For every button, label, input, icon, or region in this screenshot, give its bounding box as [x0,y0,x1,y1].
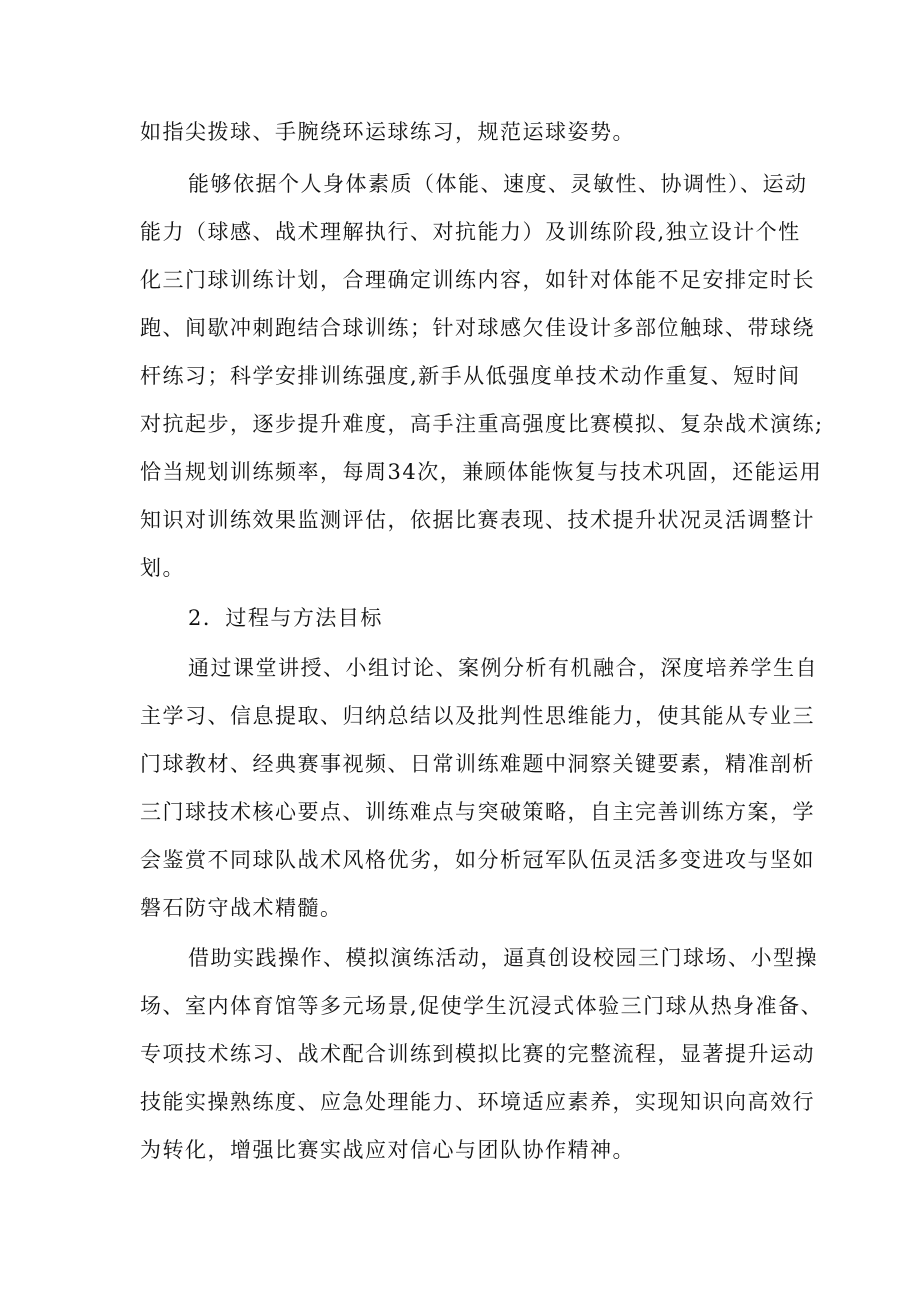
text-line: 三门球技术核心要点、训练难点与突破策略，自主完善训练方案，学 [140,800,815,824]
text-line: 主学习、信息提取、归纳总结以及批判性思维能力，使其能从专业三 [140,704,815,728]
text-line: 通过课堂讲授、小组讨论、案例分析有机融合，深度培养学生自 [188,656,818,680]
text-line: 能力（球感、战术理解执行、对抗能力）及训练阶段,独立设计个性 [140,220,801,244]
text-line: 恰当规划训练频率，每周34次，兼顾体能恢复与技术巩固，还能运用 [140,460,823,484]
text-line: 划。 [140,556,185,580]
text-line: 为转化，增强比赛实战应对信心与团队协作精神。 [140,1138,635,1162]
text-line: 场、室内体育馆等多元场景,促使学生沉浸式体验三门球从热身准备、 [140,994,824,1018]
section-heading: 2．过程与方法目标 [188,606,383,630]
text-line: 对抗起步，逐步提升难度，高手注重高强度比赛模拟、复杂战术演练; [140,412,824,436]
text-line: 专项技术练习、战术配合训练到模拟比赛的完整流程，显著提升运动 [140,1042,815,1066]
text-line: 化三门球训练计划，合理确定训练内容，如针对体能不足安排定时长 [140,268,815,292]
text-line: 能够依据个人身体素质（体能、速度、灵敏性、协调性）、运动 [188,172,808,196]
text-line: 技能实操熟练度、应急处理能力、环境适应素养，实现知识向高效行 [140,1090,815,1114]
text-line: 杆练习；科学安排训练强度,新手从低强度单技术动作重复、短时间 [140,364,801,388]
text-line: 门球教材、经典赛事视频、日常训练难题中洞察关键要素，精准剖析 [140,752,815,776]
text-line: 磐石防守战术精髓。 [140,896,343,920]
text-line: 会鉴赏不同球队战术风格优劣，如分析冠军队伍灵活多变进攻与坚如 [140,848,815,872]
text-line: 知识对训练效果监测评估，依据比赛表现、技术提升状况灵活调整计 [140,508,815,532]
text-line: 借助实践操作、模拟演练活动，逼真创设校园三门球场、小型操 [188,946,818,970]
text-line: 如指尖拨球、手腕绕环运球练习，规范运球姿势。 [140,120,635,144]
text-line: 跑、间歇冲刺跑结合球训练；针对球感欠佳设计多部位触球、带球绕 [140,316,815,340]
